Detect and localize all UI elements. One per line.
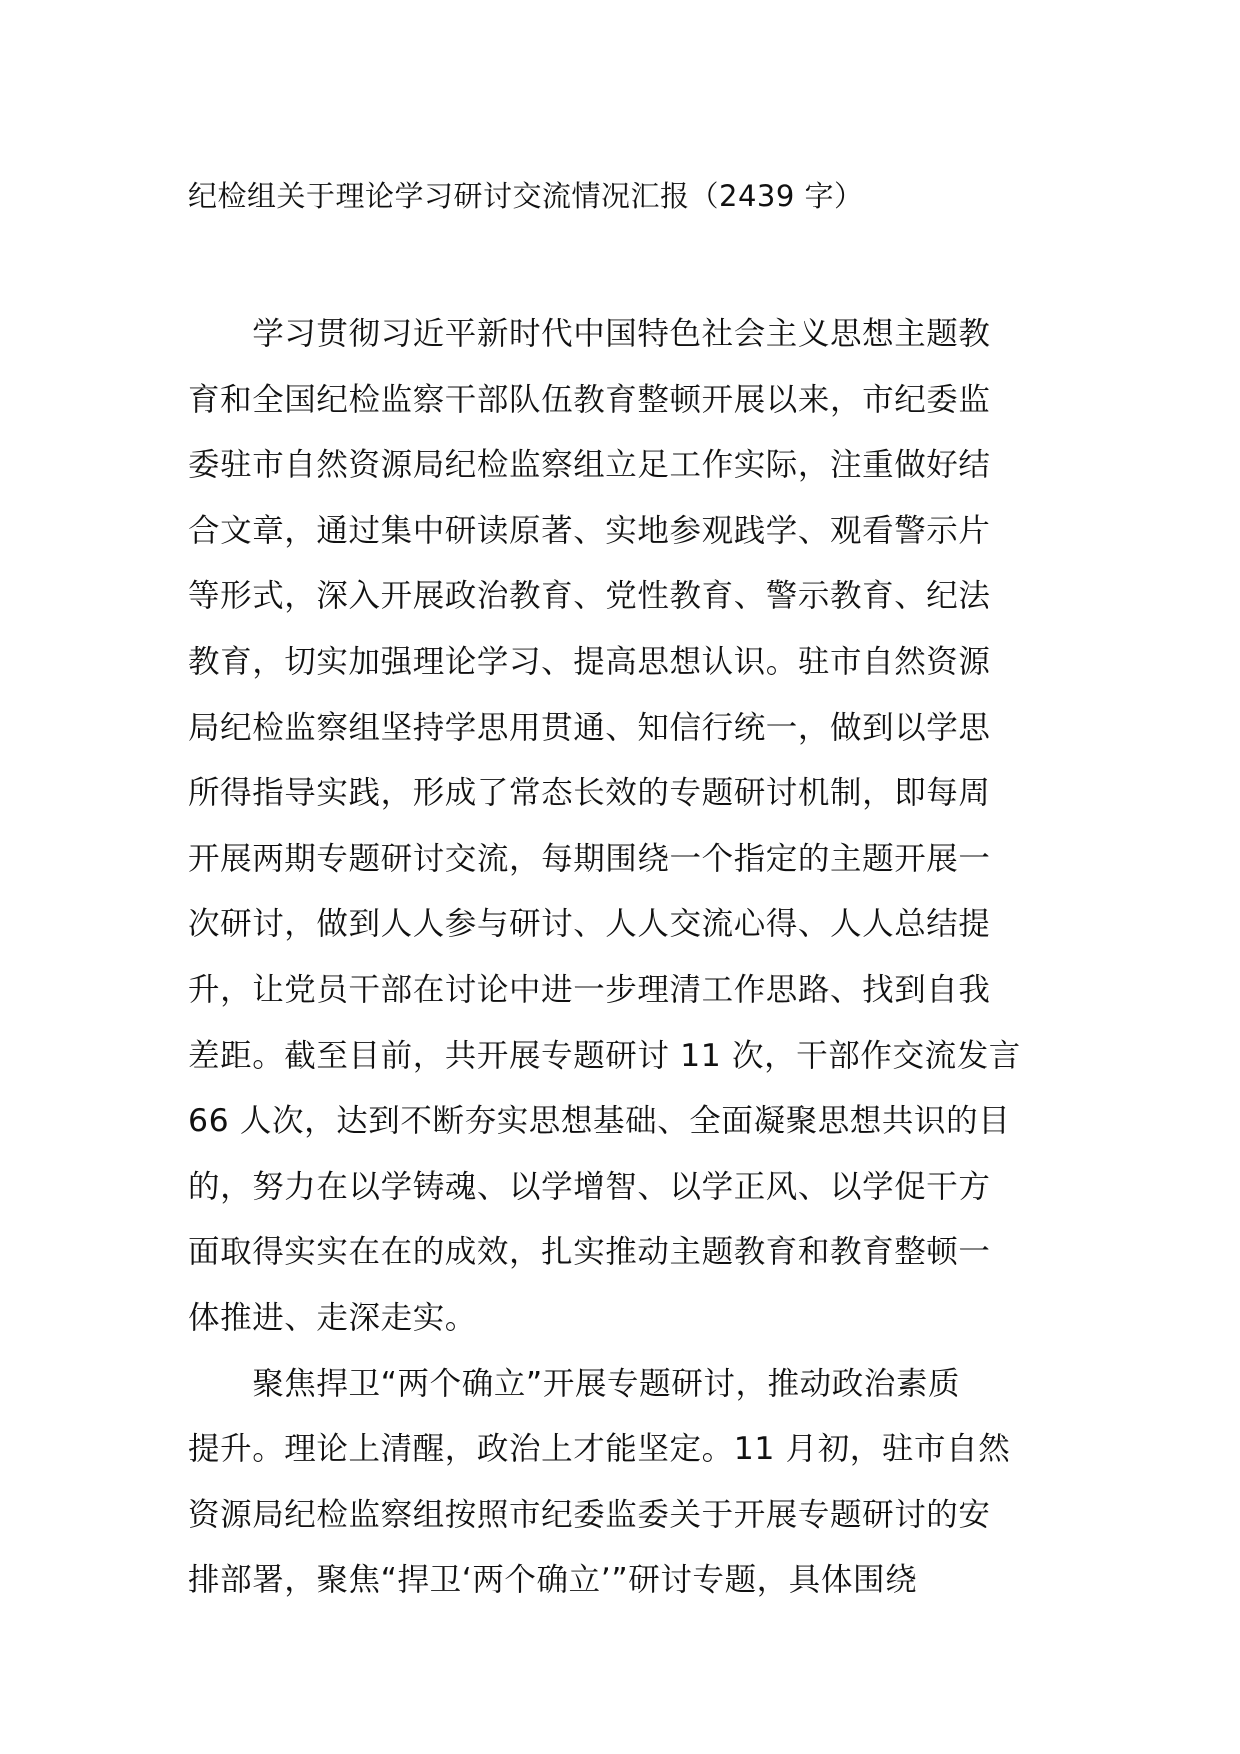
body-line: 合文章，通过集中研读原著、实地参观践学、观看警示片 <box>188 512 991 549</box>
body-line: 开展两期专题研讨交流，每期围绕一个指定的主题开展一 <box>188 840 991 877</box>
body-line: 教育，切实加强理论学习、提高思想认识。驻市自然资源 <box>188 643 991 680</box>
body-line: 的，努力在以学铸魂、以学增智、以学正风、以学促干方 <box>188 1168 991 1205</box>
body-line: 提升。理论上清醒，政治上才能坚定。11 月初，驻市自然 <box>188 1431 1011 1468</box>
body-line: 体推进、走深走实。 <box>188 1299 477 1336</box>
body-line: 资源局纪检监察组按照市纪委监委关于开展专题研讨的安 <box>188 1496 991 1533</box>
document-body <box>188 302 1058 1614</box>
body-line: 学习贯彻习近平新时代中国特色社会主义思想主题教 <box>188 316 991 352</box>
body-line: 局纪检监察组坚持学思用贯通、知信行统一，做到以学思 <box>188 709 991 746</box>
document-title: 纪检组关于理论学习研讨交流情况汇报（2439 字） <box>188 179 864 213</box>
body-line: 聚焦捍卫“两个确立”开展专题研讨，推动政治素质 <box>188 1365 961 1402</box>
body-line: 所得指导实践，形成了常态长效的专题研讨机制，即每周 <box>188 775 991 812</box>
body-line: 等形式，深入开展政治教育、党性教育、警示教育、纪法 <box>188 578 991 615</box>
body-line: 差距。截至目前，共开展专题研讨 11 次，干部作交流发言 <box>188 1037 1021 1074</box>
body-line: 面取得实实在在的成效，扎实推动主题教育和教育整顿一 <box>188 1234 991 1271</box>
body-line: 排部署，聚焦“捍卫‘两个确立’”研讨专题，具体围绕 <box>188 1562 918 1599</box>
body-line: 委驻市自然资源局纪检监察组立足工作实际，注重做好结 <box>188 447 991 484</box>
body-line: 育和全国纪检监察干部队伍教育整顿开展以来，市纪委监 <box>188 381 991 418</box>
body-line: 升，让党员干部在讨论中进一步理清工作思路、找到自我 <box>188 971 991 1008</box>
body-line: 次研讨，做到人人参与研讨、人人交流心得、人人总结提 <box>188 906 991 943</box>
body-line: 66 人次，达到不断夯实思想基础、全面凝聚思想共识的目 <box>188 1103 1011 1140</box>
